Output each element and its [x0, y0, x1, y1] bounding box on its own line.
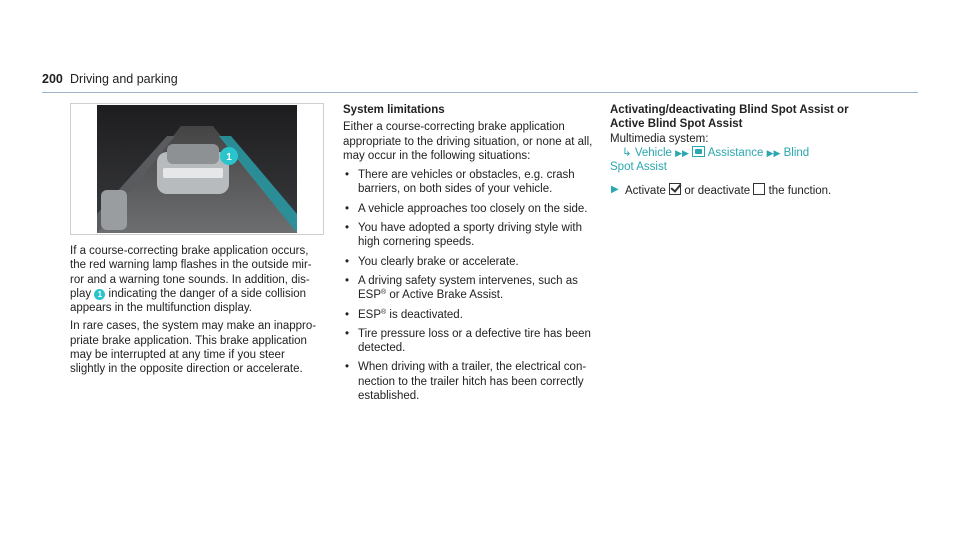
- callout-1-badge: 1: [94, 289, 105, 300]
- list-item: • When driving with a trailer, the electrical con-nection to the trailer hitch has been correctly established.: [345, 361, 587, 403]
- vehicle-roof: [167, 144, 219, 164]
- activation-instruction: ▶ Activate or deactivate the function.: [611, 184, 832, 198]
- menu-path-assistance[interactable]: Assistance: [707, 146, 764, 159]
- blind-spot-svg: [71, 104, 323, 234]
- col1-paragraph-1: If a course-correcting brake application occurs, the red warning lamp flashes in the outside mir-ror and a warning tone sounds. In addition, dis-play 1 indicating the danger of a side collision appears in the multifunction display.: [70, 245, 312, 315]
- col1-paragraph-2: In rare cases, the system may make an inappro-priate brake application. This brake application may be interrupted at any time if you steer slightly in the opposite direction or accelerate.: [70, 320, 317, 376]
- section-heading-limitations: System limitations: [343, 104, 445, 116]
- menu-path-spot-assist[interactable]: Spot Assist: [610, 161, 667, 174]
- menu-path-arrow-icon: ▶▶: [675, 147, 689, 158]
- section-title: Driving and parking: [70, 72, 178, 86]
- section-heading-activation: Activating/deactivating Blind Spot Assist or Active Blind Spot Assist: [610, 104, 849, 131]
- list-item: • There are vehicles or obstacles, e.g. crash barriers, on both sides of your vehicle.: [345, 169, 575, 196]
- list-item: • A driving safety system intervenes, such as ESP® or Active Brake Assist.: [345, 274, 578, 302]
- car-assist-icon: [692, 146, 705, 157]
- multimedia-label: Multimedia system:: [610, 132, 709, 145]
- menu-path-arrow-icon: ▶▶: [766, 147, 781, 158]
- page-number: 200: [42, 72, 63, 86]
- play-arrow-icon: ▶: [611, 184, 619, 196]
- list-item: • A vehicle approaches too closely on the side.: [345, 202, 588, 215]
- checkbox-checked-icon[interactable]: [669, 183, 681, 195]
- list-item: • ESP® is deactivated.: [345, 308, 463, 321]
- vehicle-tail: [163, 168, 223, 178]
- limitations-list: [343, 168, 598, 403]
- column-3: [610, 103, 870, 199]
- menu-path-start-icon: ↳: [622, 146, 632, 159]
- list-item: • You clearly brake or accelerate.: [345, 255, 519, 268]
- list-item: • You have adopted a sporty driving style with high cornering speeds.: [345, 222, 582, 249]
- blind-spot-illustration: [70, 103, 324, 235]
- list-item: • Tire pressure loss or a defective tire has been detected.: [345, 327, 591, 355]
- column-2: [343, 103, 598, 403]
- menu-path: [610, 146, 870, 175]
- limitations-intro: Either a course-correcting brake application appropriate to the driving situation, or none at all, may occur in the following situations:: [343, 121, 593, 162]
- menu-path-blind[interactable]: Blind: [783, 146, 810, 159]
- page-header: [42, 70, 918, 93]
- checkbox-empty-icon[interactable]: [753, 183, 765, 195]
- menu-path-vehicle[interactable]: Vehicle: [634, 146, 672, 159]
- column-1: [70, 244, 322, 377]
- side-vehicle: [101, 190, 127, 230]
- callout-1-label: 1: [226, 152, 232, 163]
